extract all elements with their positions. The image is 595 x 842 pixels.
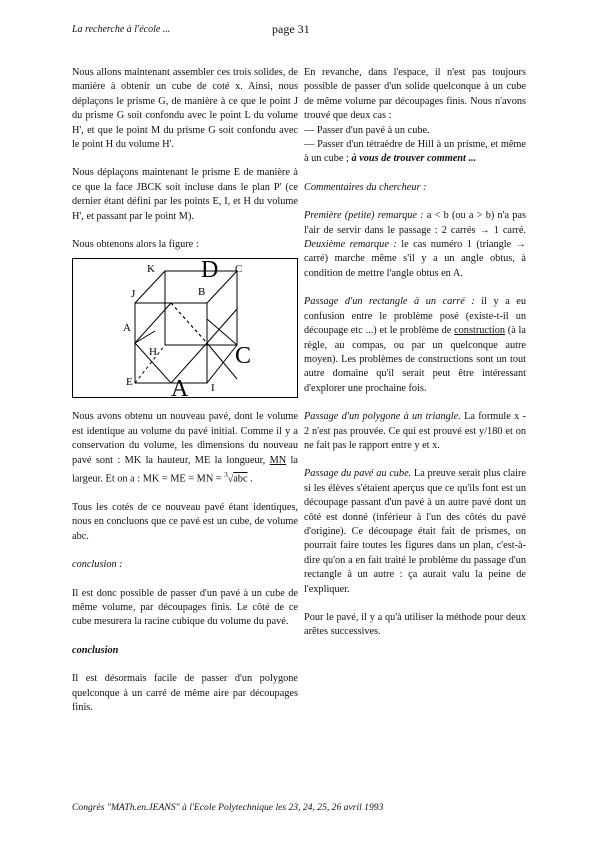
text-run: La formule x - 2 n'est pas prouvée. Ce qui est prouvé est y/180 et on ne fait pas le rapport entre y et x. [304,411,526,451]
root-symbol: √ [227,473,234,485]
radicand: abc [233,473,248,485]
cut-line [207,319,237,345]
cut-line [135,331,155,343]
cube-figure [72,258,298,398]
section-heading: conclusion [72,644,119,656]
left-column [72,66,298,729]
list-item [304,138,526,167]
text-run: Nous avons obtenu un nouveau pavé, dont le volume est identique au volume du pavé initial. Comme il y a conservation du volume, les dimensions du nouveau pavé sont : MK la hauteur, ME la longueur, [72,411,298,466]
label-K: K [147,263,155,276]
paragraph: Nous obtenons alors la figure : [72,239,199,251]
label-A-large: A [171,376,189,400]
paragraph [304,467,526,597]
text-run: . [247,473,253,485]
text-run: il y a eu confusion entre le problème posé (existe-t-il un découpage etc ...) et le problème de [304,296,526,337]
paragraph: Nous allons maintenant assembler ces trois solides, de manière à obtenir un cube de coté x. Ainsi, nous déplaçons le prisme G, de manière à ce que le point J du prisme G soit confondu avec le point L du volume H', et que le point M du prisme G soit confondu avec le point H du volume H'. [72,67,298,151]
label-J: J [131,288,136,301]
underlined-term: MN [269,454,287,466]
hidden-diagonal [171,303,207,343]
paragraph [304,410,526,453]
text-run: La preuve serait plus claire si les élèves s'étaient aperçus que ce qu'ils font est un découpage passant d'un pavé à un autre pavé dont un côté est donné (inférieur à l'un des côtés du pavé d'origine). Ce découpage était fait de prismes, on pourrait faire toutes les figures dans un plan, c'est-à-dire qu'on a en fait traité le problème du passage d'un rectangle à un autre : ça aurait valu la peine de l'expliquer. [304,468,526,595]
edge [207,345,237,383]
label-H: H [149,346,157,359]
paragraph [304,295,526,396]
label-B: B [198,286,206,299]
front-face [135,303,207,383]
right-column [304,66,526,654]
cube-diagram [73,259,299,399]
paragraph: En revanche, dans l'espace, il n'est pas toujours possible de passer d'un solide quelconque à un cube de même volume par découpages finis. Nous n'avons trouvé que deux cas : [304,67,526,122]
italic-lead: Première (petite) remarque : [304,210,424,222]
edge [135,271,165,303]
italic-lead: Passage d'un rectangle à un carré : [304,296,475,308]
label-E: E [126,376,133,389]
running-title: La recherche à l'école ... [72,24,171,35]
text-run: (à la règle, au compas, ou par un quelconque autre moyen). Les problèmes de constructions sont un tout autre domaine qu'il serait peut être intéressant d'explorer une prochaine fois. [304,325,526,394]
list-item: — Passer d'un pavé à un cube. [304,124,430,136]
label-C-small: C [235,263,243,276]
paragraph: Nous déplaçons maintenant le prisme E de manière à ce que la face JBCK soit incluse dans le plan P' (ce dernier étant défini par les points E, I, et H du volume H', et passant par le point M). [72,167,298,222]
italic-lead: Passage du pavé au cube. [304,468,412,480]
section-heading: conclusion : [72,559,123,571]
emphasis: à vous de trouver comment ... [351,153,477,165]
paragraph: Pour le pavé, il y a qu'à utiliser la méthode pour deux arêtes successives. [304,612,526,638]
text-run: le cas numéro 1 (triangle → carré) marche même s'il y a un angle obtus, à condition de mettre l'angle obtus en A. [304,239,526,279]
cut-line [207,309,237,343]
paragraph [72,410,298,486]
italic-lead: Deuxième remarque : [304,239,397,251]
label-D: D [201,259,219,284]
footer: Congrès "MATh.en.JEANS" à l'Ecole Polytechnique les 23, 24, 25, 26 avril 1993 [72,802,384,813]
italic-lead: Passage d'un polygone à un triangle. [304,411,461,423]
paragraph: Il est désormais facile de passer d'un polygone quelconque à un carré de même aire par découpages finis. [72,673,298,713]
cut-line [135,303,171,343]
text-run: — Passer d'un tétraèdre de Hill à un prisme, et même à un cube ; [304,139,526,165]
label-C-large: C [235,343,252,370]
section-heading: Commentaires du chercheur : [304,181,427,193]
page-number: page 31 [272,22,310,36]
paragraph: Tous les cotés de ce nouveau pavé étant identiques, nous en concluons que ce pavé est un cube, de volume abc. [72,501,298,542]
paragraph: Il est donc possible de passer d'un pavé à un cube de même volume, par découpages finis. Le côté de ce cube mesurera la racine cubique du volume du pavé. [72,587,298,628]
label-A-small: A [123,322,131,335]
cut-line [207,343,237,379]
paragraph [304,209,526,281]
text-run: a < b (ou a > b) n'a pas l'air de servir dans le passage : 2 carrés → 1 carré. [304,210,526,236]
label-I: I [211,382,215,395]
text-run: la largeur. Et on a : MK = ME = MN = [72,454,298,485]
underlined-term: construction [454,325,505,337]
root-index: 3 [224,471,228,480]
